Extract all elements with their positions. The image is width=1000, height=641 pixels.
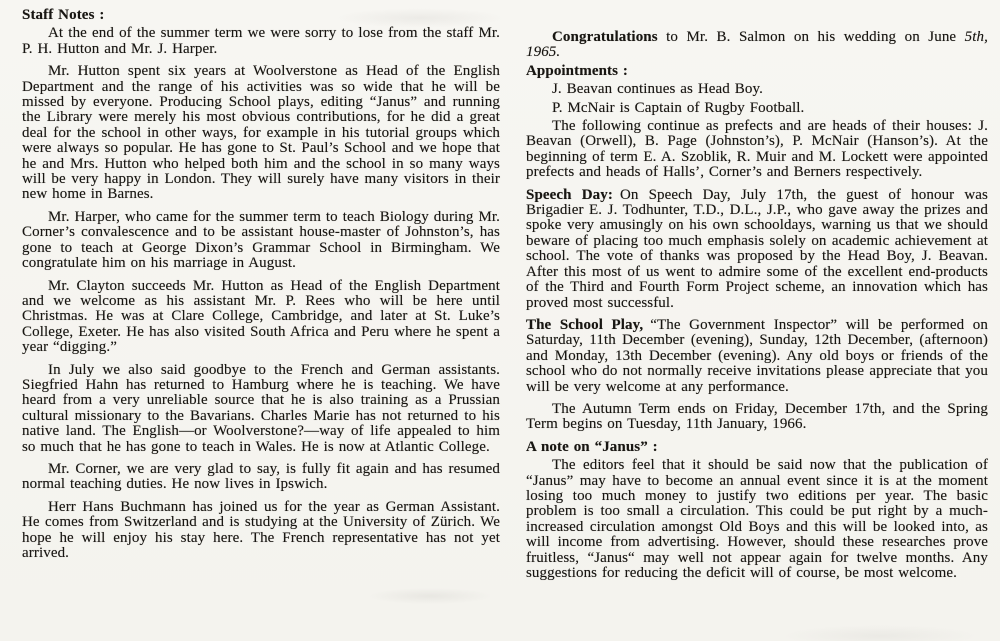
congratulations-text: to Mr. B. Salmon on his wedding on June [657,29,965,45]
para-clayton: Mr. Clayton succeeds Mr. Hutton as Head of the English Department and we welcome as his assistant Mr. P. Rees who will be here until Christmas. He was at Clare College, Cambridge, and later at St. Luke’s College, Exeter. He has also visited South Africa and Peru where he spent a year “digging.” [22,277,500,356]
para-corner: Mr. Corner, we are very glad to say, is fully fit again and has resumed normal teaching duties. He now lives in Ipswich. [22,460,500,493]
para-assistants: In July we also said goodbye to the French and German assistants. Siegfried Hahn has returned to Hamburg where he is teaching. We have heard from a very unreliable source that he is also training as a Prussian cultural missionary to the Bavarians. Charles Marie has not returned to his native land. The English—or Woolverstone?—way of life appealed to him so much that he has gone to teach in Wales. He is now at Atlantic College. [22,361,500,455]
para-farewell: At the end of the summer term we were sorry to lose from the staff Mr. P. H. Hutton and Mr. J. Harper. [22,25,500,57]
appointments-heading: Appointments : [526,62,628,79]
para-speech-day [526,188,988,311]
janus-note-heading: A note on “Janus” : [526,438,658,455]
congratulations-date: 5th, 1965. [526,29,988,61]
para-janus-note: The editors feel that it should be said now that the publication of “Janus” may have to become an annual event since it is at the moment losing too much money to justify two editions per year. The basic problem is too small a circulation. This could be put right by a much-increased circulation amongst Old Boys and this will be looked into, as will income from advertising. However, should these researches prove fruitless, “Janus“ may well not appear again for twelve months. Any suggestions for reducing the deficit will of course, be most welcome. [526,457,988,581]
appointment-line-head-boy: J. Beavan continues as Head Boy. [552,81,763,98]
para-school-play [526,318,988,395]
para-congratulations [526,30,988,61]
para-prefects: The following continue as prefects and are heads of their houses: J. Beavan (Orwell), B. Page (Johnston’s), P. McNair (Hanson’s). At the beginning of term E. A. Szoblik, R. Muir and M. Lockett were appointed prefects and heads of Halls’, Corner’s and Berners respectively. [526,118,988,181]
left-column [22,8,500,641]
speech-day-text: On Speech Day, July 17th, the guest of honour was Brigadier E. J. Todhunter, T.D., D.L., J.P., who gave away the prizes and spoke very amusingly on his own schooldays, warning us that we should beware of placing too much emphasis solely on academic achievement at school. The vote of thanks was proposed by the Head Boy, J. Beavan. After this most of us went to admire some of the excellent end-products of the Third and Fourth Form Project scheme, an innovation which has proved most successful. [526,186,988,311]
para-hutton: Mr. Hutton spent six years at Woolverstone as Head of the English Department and the range of his activities was so wide that he will be missed by everyone. Producing School plays, editing “Janus” and running the Library were merely his most obvious contributions, for he did a great deal for the school in other ways, for example in his tutorial groups which were always so popular. He has gone to St. Paul’s School and we hope that he and Mrs. Hutton who helped both him and the school in so many ways will be very happy in London. They will surely have many visitors in their new home in Barnes. [22,63,500,203]
para-buchmann: Herr Hans Buchmann has joined us for the year as German Assistant. He comes from Switzerland and is studying at the University of Zürich. We hope he will enjoy his stay here. The French representative has not yet arrived. [22,498,500,561]
congratulations-label: Congratulations [552,29,658,45]
right-column [526,8,988,641]
school-play-label: The School Play, [526,316,644,333]
staff-notes-heading: Staff Notes : [22,7,105,23]
para-harper: Mr. Harper, who came for the summer term to teach Biology during Mr. Corner’s convalescence and to be assistant house-master of Johnston’s, has gone to teach at George Dixon’s Grammar School in Birmingham. We congratulate him on his marriage in August. [22,208,500,272]
para-terms: The Autumn Term ends on Friday, December 17th, and the Spring Term begins on Tuesday, 11th January, 1966. [526,400,988,433]
appointment-line-rugby-captain: P. McNair is Captain of Rugby Football. [552,99,805,116]
speech-day-label: Speech Day: [526,186,613,203]
school-play-text: “The Government Inspector” will be performed on Saturday, 11th December (evening), Sunday, 12th December, (afternoon) and Monday, 13th December (evening). Any old boys or friends of the school who do not normally receive invitations please appreciate that you will be very welcome at any performance. [526,316,988,395]
